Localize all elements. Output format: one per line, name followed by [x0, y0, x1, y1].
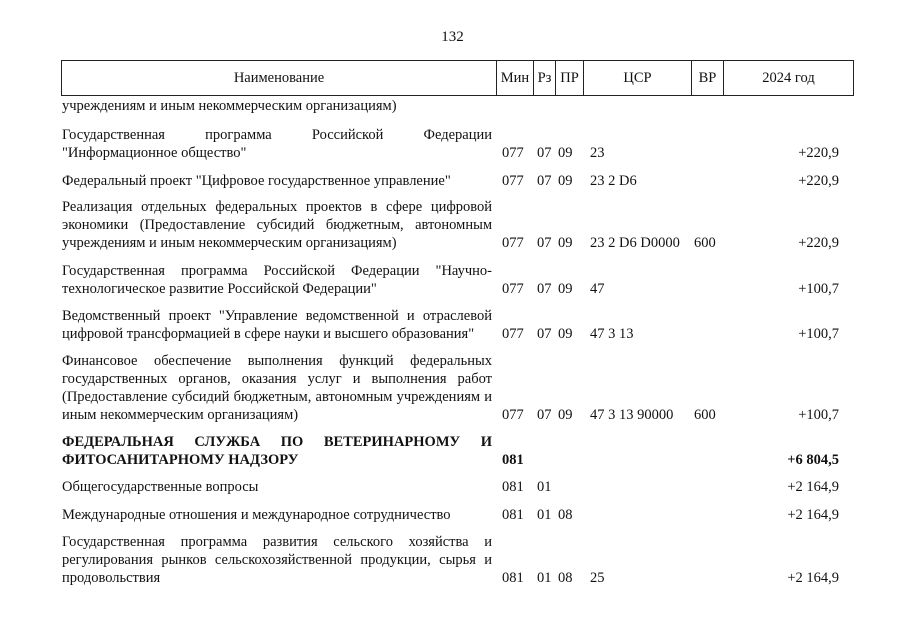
- row-min: 077: [502, 326, 524, 342]
- row-min: 081: [502, 570, 524, 586]
- row-csr: 23: [590, 145, 605, 161]
- row-pr: 09: [558, 173, 573, 189]
- row-name: Реализация отдельных федеральных проектов в сфере цифровой экономики (Предоставление субсидий бюджетным, автономным учреждениям и иным некоммерческим организациям): [62, 199, 492, 251]
- row-pr: 09: [558, 326, 573, 342]
- row-sum: +100,7: [798, 281, 839, 297]
- row-sum: +2 164,9: [787, 570, 839, 586]
- row-name: Общегосударственные вопросы: [62, 479, 259, 495]
- row-rz: 01: [537, 570, 552, 586]
- row-pr: 09: [558, 407, 573, 423]
- row-rz: 07: [537, 235, 552, 251]
- header-csr: ЦСР: [584, 61, 692, 96]
- row-rz: 07: [537, 407, 552, 423]
- row-csr: 47: [590, 281, 605, 297]
- row-name: Государственная программа развития сельского хозяйства и регулирования рынков сельскохозяйственной продукции, сырья и продовольствия: [62, 534, 492, 586]
- row-rz: 07: [537, 326, 552, 342]
- row-sum: +220,9: [798, 173, 839, 189]
- row-csr: 47 3 13 90000: [590, 407, 674, 423]
- row-rz: 01: [537, 479, 552, 495]
- row-pr: 09: [558, 235, 573, 251]
- row-name: Федеральный проект "Цифровое государственное управление": [62, 173, 451, 189]
- header-year: 2024 год: [724, 61, 854, 96]
- row-min: 077: [502, 281, 524, 297]
- row-min: 077: [502, 145, 524, 161]
- row-min: 081: [502, 479, 524, 495]
- row-sum: +220,9: [798, 235, 839, 251]
- row-vr: 600: [694, 407, 716, 423]
- row-pr: 09: [558, 145, 573, 161]
- row-min: 077: [502, 235, 524, 251]
- header-vr: ВР: [692, 61, 724, 96]
- row-name: Международные отношения и международное сотрудничество: [62, 507, 451, 523]
- row-csr: 25: [590, 570, 605, 586]
- row-name: Государственная программа Российской Федерации "Научно-технологическое развитие Российской Федерации": [62, 263, 492, 297]
- row-name: Ведомственный проект "Управление ведомственной и отраслевой цифровой трансформацией в сфере науки и высшего образования": [62, 308, 492, 342]
- row-sum: +2 164,9: [787, 507, 839, 523]
- row-sum: +220,9: [798, 145, 839, 161]
- row-csr: 23 2 D6: [590, 173, 637, 189]
- row-name: ФЕДЕРАЛЬНАЯ СЛУЖБА ПО ВЕТЕРИНАРНОМУ И ФИТОСАНИТАРНОМУ НАДЗОРУ: [62, 434, 492, 468]
- header-rz: Рз: [534, 61, 556, 96]
- row-rz: 07: [537, 281, 552, 297]
- row-min: 081: [502, 452, 524, 468]
- row-min: 077: [502, 407, 524, 423]
- header-name: Наименование: [62, 61, 497, 96]
- row-rz: 07: [537, 173, 552, 189]
- row-sum: +6 804,5: [787, 452, 839, 468]
- row-csr: 47 3 13: [590, 326, 634, 342]
- row-name: Финансовое обеспечение выполнения функций федеральных государственных органов, оказания услуг и выполнения работ (Предоставление субсидий бюджетным, автономным учреждениям и иным некоммерческим организациям): [62, 353, 492, 423]
- table-header: [61, 60, 854, 96]
- row-name: учреждениям и иным некоммерческим организациям): [62, 98, 397, 114]
- row-sum: +100,7: [798, 407, 839, 423]
- row-pr: 09: [558, 281, 573, 297]
- row-pr: 08: [558, 507, 573, 523]
- row-sum: +100,7: [798, 326, 839, 342]
- row-sum: +2 164,9: [787, 479, 839, 495]
- row-rz: 07: [537, 145, 552, 161]
- page-number: 132: [441, 29, 464, 45]
- row-rz: 01: [537, 507, 552, 523]
- row-vr: 600: [694, 235, 716, 251]
- header-pr: ПР: [556, 61, 584, 96]
- row-min: 081: [502, 507, 524, 523]
- row-min: 077: [502, 173, 524, 189]
- row-pr: 08: [558, 570, 573, 586]
- header-min: Мин: [497, 61, 534, 96]
- row-csr: 23 2 D6 D0000: [590, 235, 680, 251]
- row-name: Государственная программа Российской Федерации "Информационное общество": [62, 127, 492, 161]
